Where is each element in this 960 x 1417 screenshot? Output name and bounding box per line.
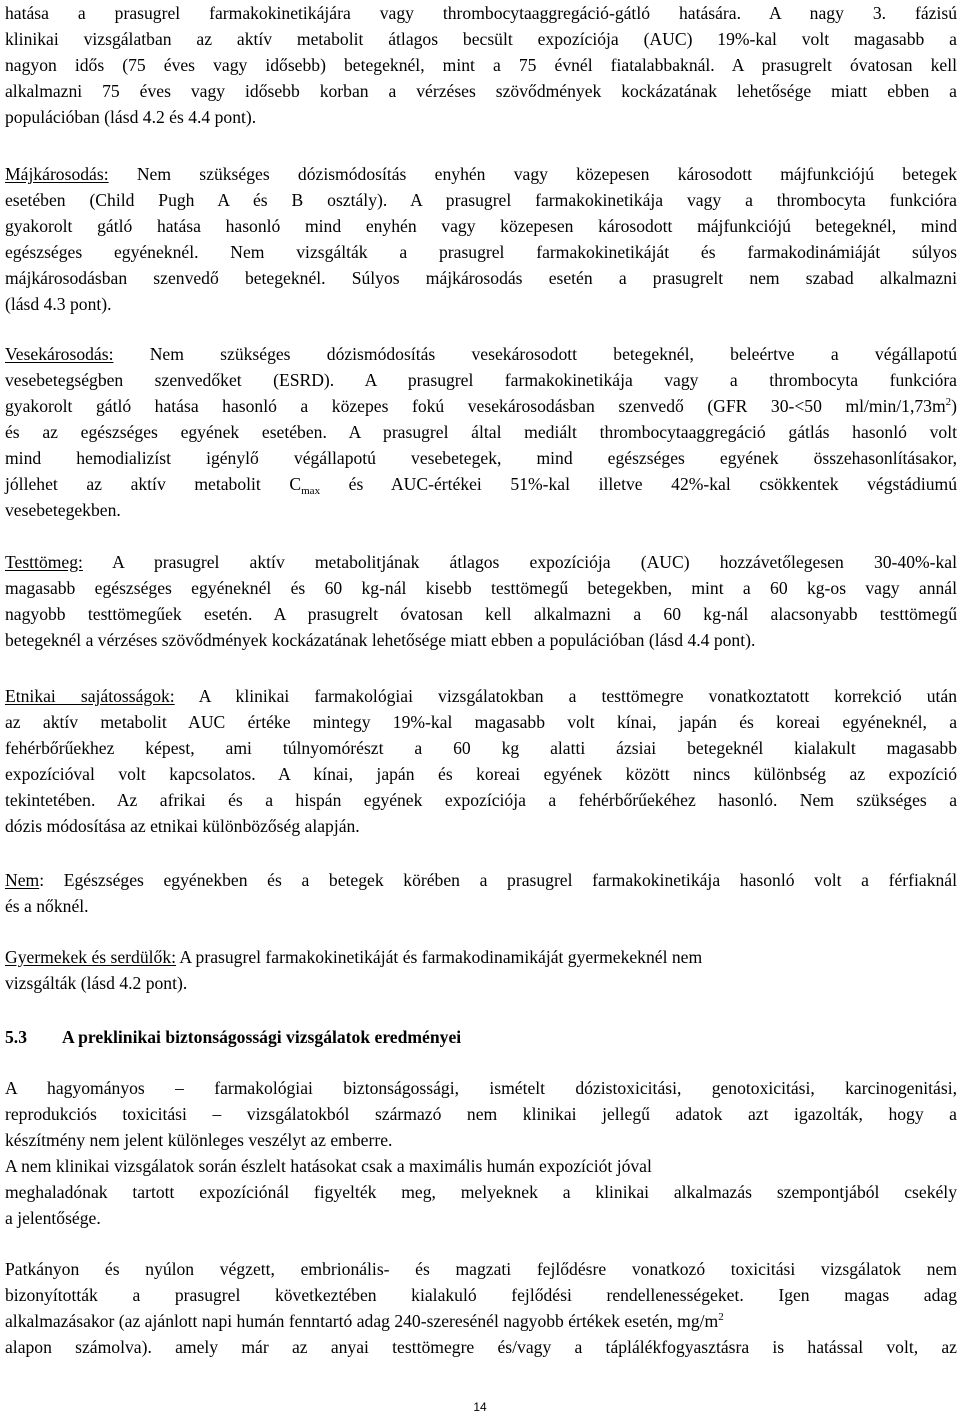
- superscript: 2: [945, 396, 952, 408]
- text-line: és a nőknél.: [5, 896, 89, 916]
- superscript: 2: [718, 1311, 724, 1323]
- paragraph-preclinical-2: [5, 1153, 957, 1231]
- text-line: A nem klinikai vizsgálatok során észlelt hatásokat csak a maximális humán expozíciót jóval: [5, 1156, 652, 1176]
- subheading-liver: Májkárosodás:: [5, 164, 109, 184]
- text-line: alapon számolva). amely már az anyai testtömegre és/vagy a táplálékfogyasztásra is hatással volt, az: [5, 1337, 957, 1357]
- page-number: 14: [473, 1400, 487, 1414]
- text-line: egészséges egyéneknél. Nem vizsgálták a prasugrel farmakokinetikáját és farmakodinámiáját súlyos: [5, 242, 957, 262]
- text-fragment: : Egészséges egyénekben és a betegek körében a prasugrel farmakokinetikája hasonló volt a férfiaknál: [39, 870, 957, 890]
- text-line: [5, 549, 957, 575]
- text-line: dózis módosítása az etnikai különbözőség alapján.: [5, 816, 360, 836]
- paragraph-weight: [5, 549, 957, 653]
- text-line: [5, 341, 957, 367]
- text-line: [5, 867, 957, 893]
- text-line: [5, 161, 957, 187]
- paragraph-preclinical-1: [5, 1075, 957, 1153]
- text-line: vesebetegségben szenvedőket (ESRD). A prasugrel farmakokinetikája vagy a thrombocyta funkcióra: [5, 370, 957, 390]
- text-fragment: ): [951, 396, 957, 416]
- paragraph-elderly: [5, 0, 957, 130]
- subheading-kidney: Vesekárosodás:: [5, 344, 114, 364]
- subheading-ethnic: Etnikai sajátosságok:: [5, 686, 175, 706]
- section-number: 5.3: [5, 1027, 27, 1047]
- text-fragment: gyakorolt gátló hatása hasonló a közepes fokú vesekárosodásban szenvedő (GFR 30-<50 ml/min/1,73m: [5, 396, 946, 416]
- text-line: alkalmazni 75 éves vagy idősebb korban a vérzéses szövődmények kockázatának lehetősége miatt ebben a: [5, 81, 957, 101]
- text-line: meghaladónak tartott expozíciónál figyelték meg, melyeknek a klinikai alkalmazás szempontjából csekély: [5, 1182, 957, 1202]
- text-line: A hagyományos – farmakológiai biztonságossági, ismételt dózistoxicitási, genotoxicitási, karcinogenitási,: [5, 1078, 957, 1098]
- text-line: esetében (Child Pugh A és B osztály). A prasugrel farmakokinetikája vagy a thrombocyta funkcióra: [5, 190, 957, 210]
- section-heading: [5, 1024, 957, 1050]
- subheading-children: Gyermekek és serdülők:: [5, 947, 176, 967]
- text-line: nagyon idős (75 éves vagy idősebb) betegeknél, mint a 75 évnél fiatalabbaknál. A prasugrelt óvatosan kell: [5, 55, 957, 75]
- text-line: [5, 944, 957, 970]
- text-line: (lásd 4.3 pont).: [5, 294, 112, 314]
- text-line: [5, 393, 957, 419]
- paragraph-sex: [5, 867, 957, 919]
- text-line: májkárosodásban szenvedő betegeknél. Súlyos májkárosodás esetén a prasugrelt nem szabad alkalmazni: [5, 268, 957, 288]
- section-title: A preklinikai biztonságossági vizsgálatok eredményei: [62, 1027, 462, 1047]
- text-line: és az egészséges egyének esetében. A prasugrel által mediált thrombocytaaggregáció gátlás hasonló volt: [5, 422, 957, 442]
- section-heading-line: [5, 1024, 957, 1050]
- text-line: reprodukciós toxicitási – vizsgálatokból származó nem klinikai jellegű adatok azt igazolták, hogy a: [5, 1104, 957, 1124]
- text-line: populációban (lásd 4.2 és 4.4 pont).: [5, 107, 257, 127]
- paragraph-preclinical-3: [5, 1256, 957, 1360]
- paragraph-ethnic: [5, 683, 957, 839]
- text-fragment: A prasugrel aktív metabolitjának átlagos expozíciója (AUC) hozzávetőlegesen 30-40%-kal: [82, 552, 957, 572]
- text-line: Patkányon és nyúlon végzett, embrionális- és magzati fejlődésre vonatkozó toxicitási vizsgálatok nem: [5, 1259, 957, 1279]
- text-line: [5, 1308, 957, 1334]
- text-line: bizonyították a prasugrel következtében kialakuló fejlődési rendellenességeket. Igen magas adag: [5, 1285, 957, 1305]
- text-line: vesebetegekben.: [5, 500, 121, 520]
- text-line: klinikai vizsgálatban az aktív metabolit átlagos becsült expozíciója (AUC) 19%-kal volt magasabb a: [5, 29, 957, 49]
- subheading-sex: Nem: [5, 870, 40, 890]
- text-line: betegeknél a vérzéses szövődmények kockázatának lehetősége miatt ebben a populációban (lásd 4.4 pont).: [5, 630, 756, 650]
- text-fragment: A klinikai farmakológiai vizsgálatokban a testtömegre vonatkoztatott korrekció után: [174, 686, 957, 706]
- text-line: [5, 683, 957, 709]
- paragraph-liver: [5, 161, 957, 317]
- text-fragment: jóllehet az aktív metabolit C: [5, 474, 302, 494]
- text-line: magasabb egészséges egyéneknél és 60 kg-nál kisebb testtömegű betegekben, mint a 60 kg-os vagy annál: [5, 578, 957, 598]
- text-line: készítmény nem jelent különleges veszélyt az emberre.: [5, 1130, 393, 1150]
- text-fragment: és AUC-értékei 51%-kal illetve 42%-kal csökkentek végstádiumú: [320, 474, 957, 494]
- text-line: az aktív metabolit AUC értéke mintegy 19%-kal magasabb volt kínai, japán és koreai egyéneknél, a: [5, 712, 957, 732]
- text-line: tekintetében. Az afrikai és a hispán egyének expozíciója a fehérbőrűekéhez hasonló. Nem szükséges a: [5, 790, 957, 810]
- text-fragment: Nem szükséges dózismódosítás enyhén vagy közepesen károsodott májfunkciójú betegek: [108, 164, 957, 184]
- text-line: nagyobb testtömegűek esetén. A prasugrelt óvatosan kell alkalmazni a 60 kg-nál alacsonyabb testtömegű: [5, 604, 957, 624]
- subscript: max: [301, 485, 321, 497]
- text-line: fehérbőrűekhez képest, ami túlnyomórészt a 60 kg alatti ázsiai betegeknél kialakult magasabb: [5, 738, 957, 758]
- text-line: hatása a prasugrel farmakokinetikájára vagy thrombocytaaggregáció-gátló hatására. A nagy 3. fázisú: [5, 3, 957, 23]
- text-fragment: alkalmazásakor (az ajánlott napi humán fenntartó adag 240-szeresénél nagyobb értékek esetén, mg/m: [5, 1311, 719, 1331]
- text-line: vizsgálták (lásd 4.2 pont).: [5, 973, 188, 993]
- paragraph-children: [5, 944, 957, 996]
- text-line: gyakorolt gátló hatása hasonló mind enyhén vagy közepesen károsodott májfunkciójú betegeknél, mind: [5, 216, 957, 236]
- text-line: expozícióval volt kapcsolatos. A kínai, japán és koreai egyének között nincs különbség az expozíció: [5, 764, 957, 784]
- text-fragment: Nem szükséges dózismódosítás vesekárosodott betegeknél, beleértve a végállapotú: [113, 344, 957, 364]
- text-line: a jelentősége.: [5, 1208, 101, 1228]
- text-fragment: A prasugrel farmakokinetikáját és farmakodinamikáját gyermekeknél nem: [176, 947, 703, 967]
- text-line: [5, 471, 957, 497]
- text-line: mind hemodializíst igénylő végállapotú vesebetegek, mind egészséges egyének összehasonlításakor,: [5, 448, 957, 468]
- subheading-weight: Testtömeg:: [5, 552, 83, 572]
- paragraph-kidney: [5, 341, 957, 523]
